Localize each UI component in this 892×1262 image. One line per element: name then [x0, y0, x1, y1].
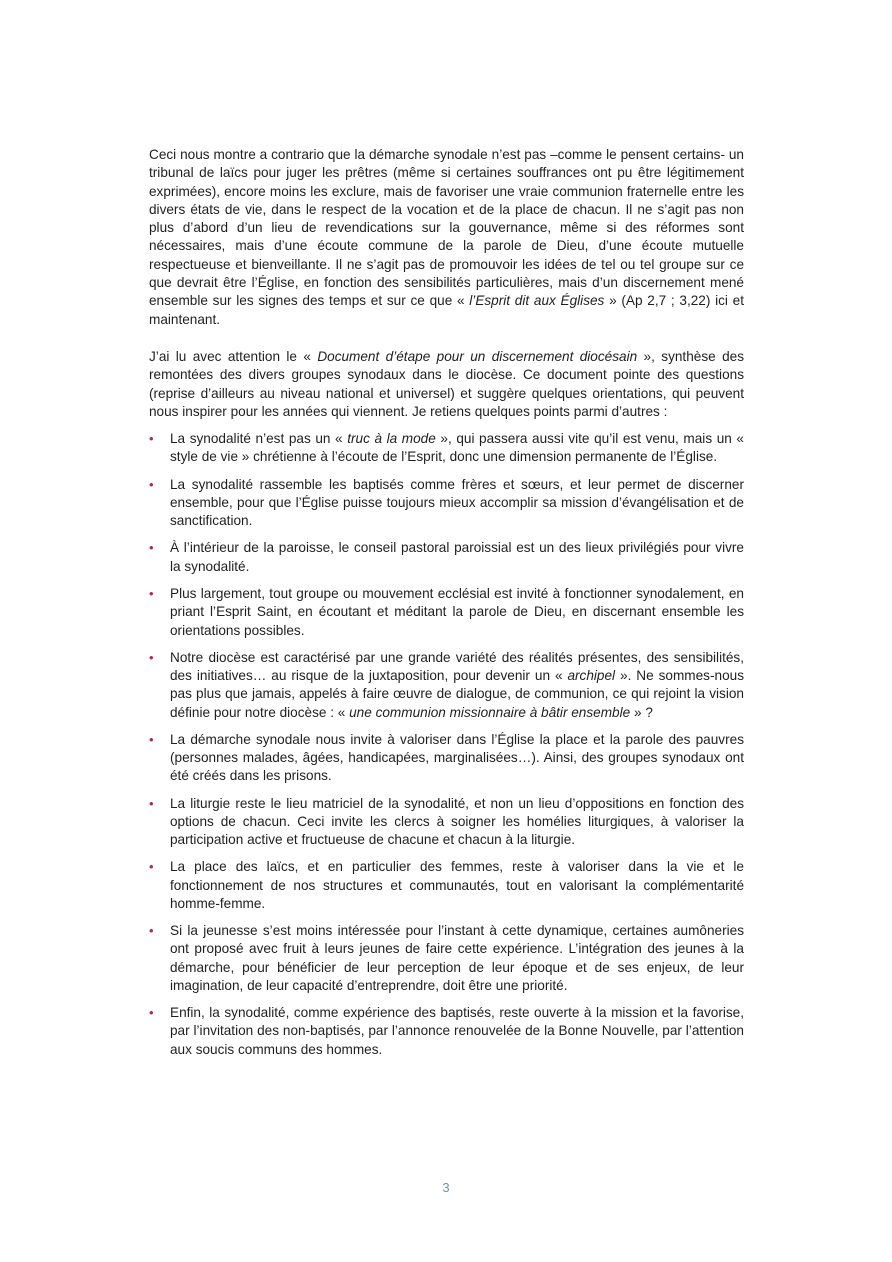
- list-item: [149, 922, 744, 995]
- bullet-icon: •: [149, 731, 154, 747]
- italic-text: truc à la mode: [347, 431, 436, 447]
- italic-text: l’Esprit dit aux Églises: [469, 293, 605, 309]
- list-item-text: Enfin, la synodalité, comme expérience des baptisés, reste ouverte à la mission et la favorise, par l’invitation des non-baptisés, par l’annonce renouvelée de la Bonne Nouvelle, par l’attention aux soucis communs des hommes.: [170, 1005, 744, 1057]
- bullet-icon: •: [149, 476, 154, 492]
- paragraph-document-review: J’ai lu avec attention le « Document d’étape pour un discernement diocésain », synthèse des remontées des divers groupes synodaux dans le diocèse. Ce document pointe des questions (reprise d’ailleurs au niveau national et universel) et suggère quelques orientations, qui peuvent nous inspirer pour les années qui viennent. Je retiens quelques points parmi d’autres :: [149, 348, 744, 419]
- bullet-icon: •: [149, 431, 154, 447]
- page-number: 3: [442, 1180, 450, 1195]
- list-item-text: Si la jeunesse s’est moins intéressée pour l’instant à cette dynamique, certaines aumôneries ont proposé avec fruit à leurs jeunes de faire cette expérience. L’intégration des jeunes à la démarche, pour bénéficier de leur perception de leur époque et de ses enjeux, de leur imagination, de leur capacité d’entreprendre, doit être une priorité.: [170, 923, 744, 993]
- list-item: [149, 476, 744, 531]
- list-item: [149, 585, 744, 640]
- page-body: [149, 146, 744, 1068]
- list-item-text: La démarche synodale nous invite à valoriser dans l’Église la place et la parole des pauvres (personnes malades, âgées, handicapées, marginalisées…). Ainsi, des groupes synodaux ont été créés dans les prisons.: [170, 731, 744, 784]
- paragraph-intro: Ceci nous montre a contrario que la démarche synodale n’est pas –comme le pensent certains- un tribunal de laïcs pour juger les prêtres (même si certaines souffrances ont pu être légitimement exprimées), encore moins les exclure, mais de favoriser une vraie communion fraternelle entre les divers états de vie, dans le respect de la vocation et de la place de chacun. Il ne s’agit pas non plus d’abord d’un lieu de revendications sur la gouvernance, même si des réformes sont nécessaires, mais d’une écoute commune de la parole de Dieu, d’une écoute mutuelle respectueuse et bienveillante. Il ne s’agit pas de promouvoir les idées de tel ou tel groupe sur ce que devrait être l’Église, en fonction des sensibilités particulières, mais d’un discernement mené ensemble sur les signes des temps et sur ce que « l’Esprit dit aux Églises » (Ap 2,7 ; 3,22) ici et maintenant.: [149, 147, 745, 327]
- list-item: [149, 430, 744, 467]
- list-item-text: À l’intérieur de la paroisse, le conseil pastoral paroissial est un des lieux privilégiés pour vivre la synodalité.: [170, 540, 744, 574]
- list-item-text: La place des laïcs, et en particulier des femmes, reste à valoriser dans la vie et le fonctionnement de nos structures et communautés, tout en valorisant la complémentarité homme-femme.: [170, 859, 744, 911]
- italic-text: archipel: [567, 667, 616, 683]
- list-item-text: Notre diocèse est caractérisé par une grande variété des réalités présentes, des sensibilités, des initiatives… au risque de la juxtaposition, pour devenir un « archipel ». Ne sommes-nous pas plus que jamais, appelés à faire œuvre de dialogue, de communion, ce qui rejoint la vision définie pour notre diocèse : « une communion missionnaire à bâtir ensemble » ?: [170, 649, 744, 720]
- bullet-icon: •: [149, 1005, 154, 1021]
- list-item-text: La synodalité rassemble les baptisés comme frères et sœurs, et leur permet de discerner ensemble, pour que l’Église puisse toujours mieux accomplir sa mission d’évangélisation et de sanctification.: [170, 476, 744, 529]
- bullet-icon: •: [149, 795, 154, 811]
- italic-text: Document d’étape pour un discernement diocésain: [317, 348, 638, 364]
- bullet-icon: •: [149, 540, 154, 556]
- list-item: [149, 858, 744, 913]
- bullet-icon: •: [149, 923, 154, 939]
- bullet-icon: •: [149, 649, 154, 665]
- list-item: [149, 1004, 744, 1059]
- list-item: [149, 539, 744, 576]
- bullet-icon: •: [149, 859, 154, 875]
- list-item: [149, 649, 744, 722]
- bullet-icon: •: [149, 585, 154, 601]
- italic-text: une communion missionnaire à bâtir ensemble: [349, 704, 631, 720]
- list-item: [149, 731, 744, 786]
- list-item-text: La liturgie reste le lieu matriciel de la synodalité, et non un lieu d’oppositions en fonction des options de chacun. Ceci invite les clercs à soigner les homélies liturgiques, à valoriser la participation active et fructueuse de chacune et chacun à la liturgie.: [170, 795, 744, 848]
- points-list: [149, 430, 744, 1059]
- list-item-text: La synodalité n’est pas un « truc à la mode », qui passera aussi vite qu’il est venu, mais un « style de vie » chrétienne à l’écoute de l’Esprit, donc une dimension permanente de l’Église.: [170, 431, 744, 465]
- list-item: [149, 795, 744, 850]
- list-item-text: Plus largement, tout groupe ou mouvement ecclésial est invité à fonctionner synodalement, en priant l’Esprit Saint, en écoutant et méditant la parole de Dieu, en discernant ensemble les orientations possibles.: [170, 585, 744, 638]
